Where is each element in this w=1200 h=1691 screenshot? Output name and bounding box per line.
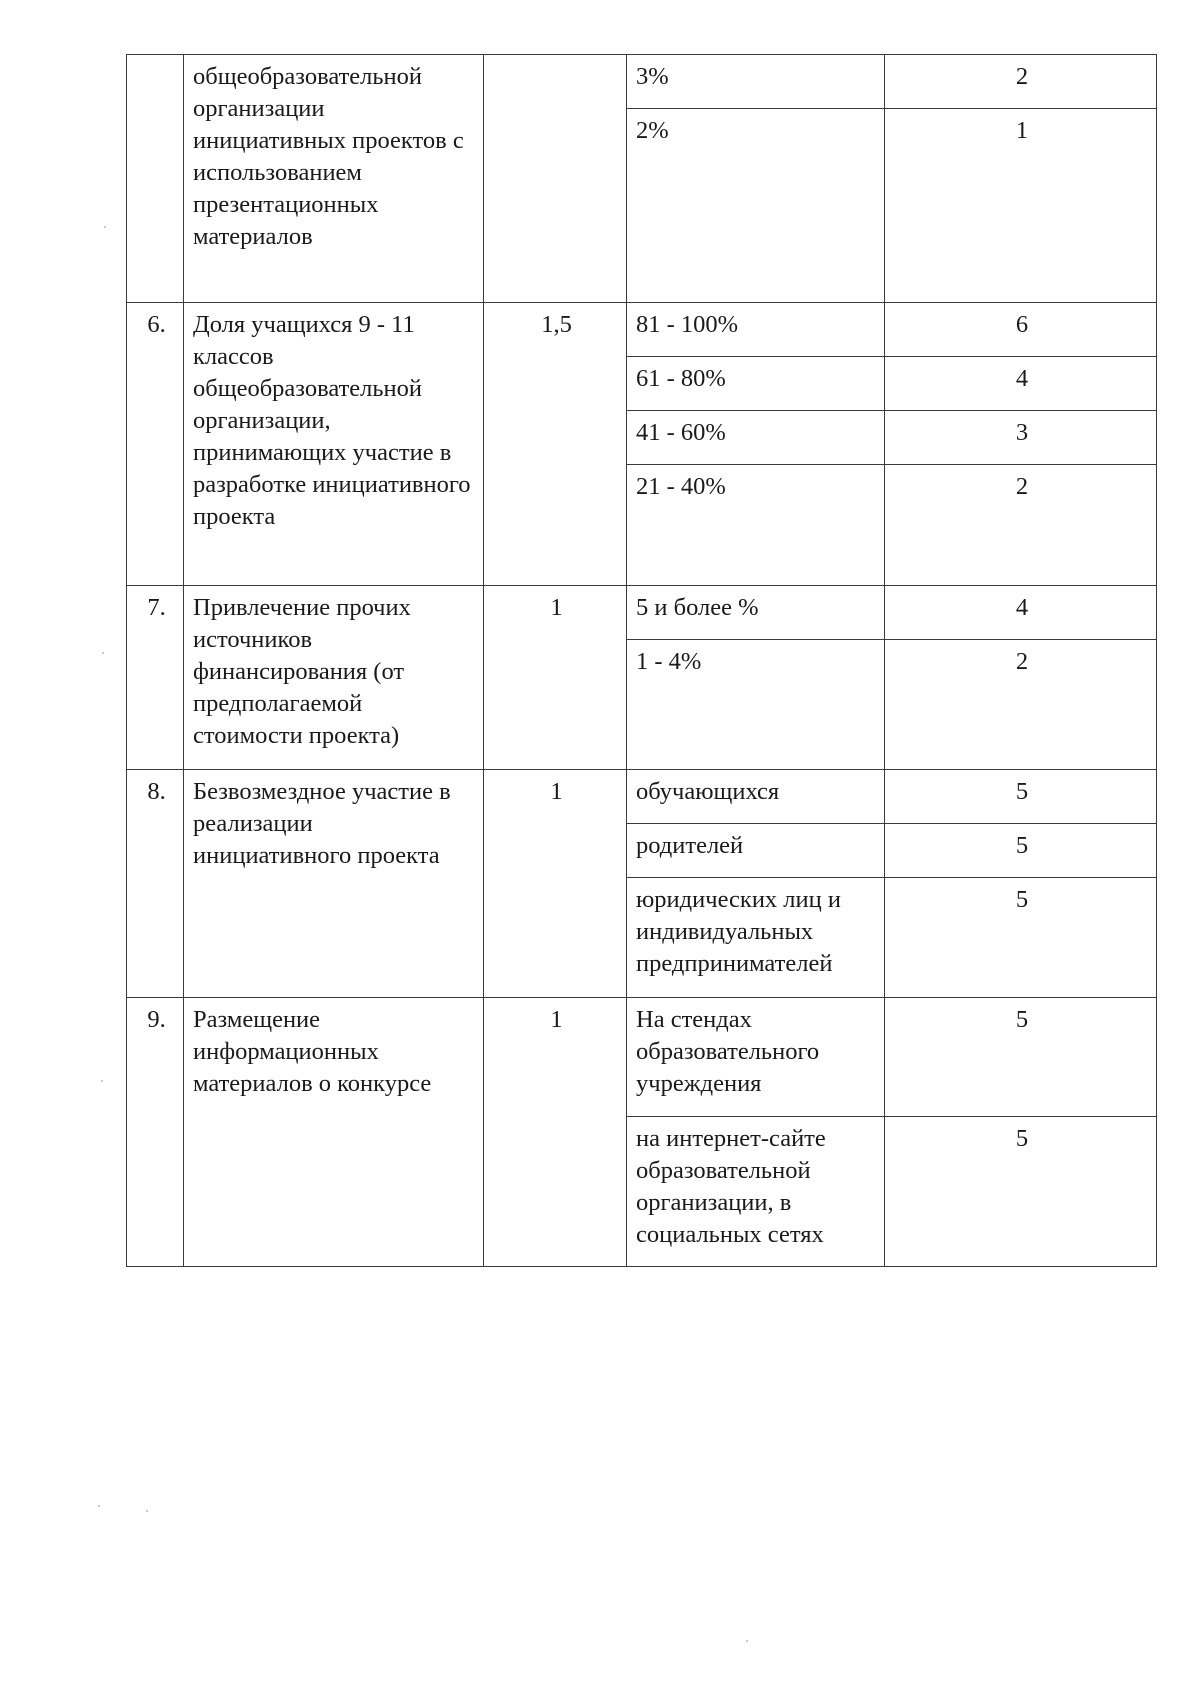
option-label: юридических лиц и индивидуальных предпринимателей bbox=[627, 878, 885, 998]
scan-speck bbox=[104, 226, 106, 228]
criterion-number: 7. bbox=[127, 586, 184, 770]
criterion-weight: 1 bbox=[484, 586, 627, 770]
table-row bbox=[127, 55, 1157, 109]
criterion-text: Привлечение прочих источников финансирования (от предполагаемой стоимости проекта) bbox=[184, 586, 484, 770]
scan-speck bbox=[146, 1510, 148, 1512]
scan-speck bbox=[746, 1640, 748, 1642]
criterion-weight: 1 bbox=[484, 998, 627, 1267]
criterion-text: Безвозмездное участие в реализации инициативного проекта bbox=[184, 770, 484, 998]
option-score: 4 bbox=[885, 357, 1157, 411]
criterion-number: 8. bbox=[127, 770, 184, 998]
option-score: 5 bbox=[885, 998, 1157, 1117]
option-label: родителей bbox=[627, 824, 885, 878]
criterion-weight: 1 bbox=[484, 770, 627, 998]
criterion-weight bbox=[484, 55, 627, 303]
criteria-table-body bbox=[127, 55, 1157, 1267]
option-score: 2 bbox=[885, 465, 1157, 586]
option-label: 3% bbox=[627, 55, 885, 109]
option-label: 1 - 4% bbox=[627, 640, 885, 770]
option-score: 5 bbox=[885, 1117, 1157, 1267]
option-score: 5 bbox=[885, 770, 1157, 824]
option-label: 61 - 80% bbox=[627, 357, 885, 411]
scan-speck bbox=[102, 652, 104, 654]
table-row bbox=[127, 303, 1157, 357]
criterion-number bbox=[127, 55, 184, 303]
criteria-table bbox=[126, 54, 1157, 1267]
scan-speck bbox=[101, 1080, 103, 1082]
option-label: 81 - 100% bbox=[627, 303, 885, 357]
option-label: На стендах образовательного учреждения bbox=[627, 998, 885, 1117]
table-row bbox=[127, 586, 1157, 640]
option-score: 5 bbox=[885, 878, 1157, 998]
option-label: 41 - 60% bbox=[627, 411, 885, 465]
criterion-text: Доля учащихся 9 - 11 классов общеобразовательной организации, принимающих участие в разработке инициативного проекта bbox=[184, 303, 484, 586]
option-score: 4 bbox=[885, 586, 1157, 640]
criterion-number: 9. bbox=[127, 998, 184, 1267]
option-label: обучающихся bbox=[627, 770, 885, 824]
option-score: 5 bbox=[885, 824, 1157, 878]
option-label: 21 - 40% bbox=[627, 465, 885, 586]
option-score: 6 bbox=[885, 303, 1157, 357]
option-score: 2 bbox=[885, 640, 1157, 770]
option-score: 3 bbox=[885, 411, 1157, 465]
table-row bbox=[127, 770, 1157, 824]
option-score: 1 bbox=[885, 109, 1157, 303]
option-label: 5 и более % bbox=[627, 586, 885, 640]
criterion-number: 6. bbox=[127, 303, 184, 586]
criterion-text: Размещение информационных материалов о конкурсе bbox=[184, 998, 484, 1267]
option-label: на интернет-сайте образовательной организации, в социальных сетях bbox=[627, 1117, 885, 1267]
table-row bbox=[127, 998, 1157, 1117]
criterion-weight: 1,5 bbox=[484, 303, 627, 586]
option-score: 2 bbox=[885, 55, 1157, 109]
scan-speck bbox=[98, 1505, 100, 1507]
option-label: 2% bbox=[627, 109, 885, 303]
criterion-text: общеобразовательной организации инициативных проектов с использованием презентационных материалов bbox=[184, 55, 484, 303]
